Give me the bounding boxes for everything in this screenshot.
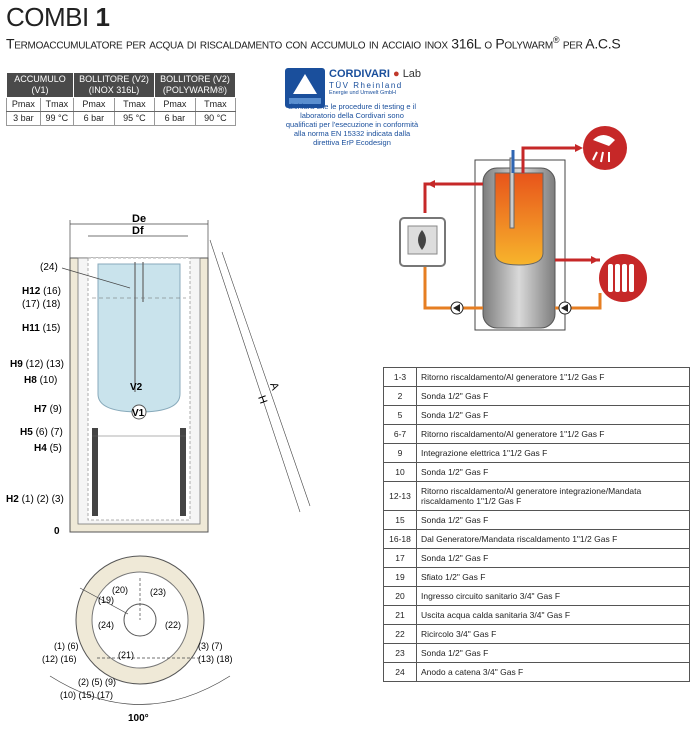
height-h2: H2 (1) (2) (3) (6, 494, 64, 505)
tv-19: (19) (98, 595, 115, 605)
table-row: 22 Ricircolo 3/4" Gas F (384, 625, 690, 644)
height-h5: H5 (6) (7) (20, 427, 63, 438)
table-row: 16-18 Dal Generatore/Mandata riscaldamento 1"1/2 Gas F (384, 530, 690, 549)
spec-group-inox: BOLLITORE (V2) (INOX 316L) (74, 73, 155, 98)
tv-21: (21) (118, 650, 135, 660)
spec-group-polywarm: BOLLITORE (V2) (POLYWARM®) (155, 73, 236, 98)
spec-col-pmax: Pmax (7, 98, 41, 112)
table-row: 10 Sonda 1/2" Gas F (384, 463, 690, 482)
tv-bottom-1: (2) (5) (9) (78, 677, 116, 687)
v2-label: V2 (130, 382, 143, 393)
table-row: 5 Sonda 1/2" Gas F (384, 406, 690, 425)
table-row: 12-13 Ritorno riscaldamento/Al generatore integrazione/Mandata riscaldamento 1"1/2 Gas F (384, 482, 690, 511)
spec-value: 6 bar (155, 112, 196, 126)
table-row: 21 Uscita acqua calda sanitaria 3/4" Gas F (384, 606, 690, 625)
height-h12: H12 (16) (22, 286, 61, 297)
table-row: 1-3 Ritorno riscaldamento/Al generatore 1"1/2 Gas F (384, 368, 690, 387)
height-h9: H9 (12) (13) (10, 359, 64, 370)
tv-22: (22) (165, 620, 182, 630)
tv-right-2: (13) (18) (198, 654, 233, 664)
table-row: 19 Sfiato 1/2" Gas F (384, 568, 690, 587)
cert-tuv: TÜV Rheinland Energie und Umwelt GmbH (329, 81, 403, 96)
page-subtitle: Termoaccumulatore per acqua di riscaldamento con accumulo in acciaio inox 316L o Polywarm® per A.C.S (6, 35, 621, 52)
dim-de: De (132, 213, 147, 225)
spec-col-tmax: Tmax (114, 98, 154, 112)
table-row: 17 Sonda 1/2" Gas F (384, 549, 690, 568)
top-view-drawing (40, 548, 290, 728)
connections-table (383, 367, 690, 682)
table-row: 15 Sonda 1/2" Gas F (384, 511, 690, 530)
cert-brand: CORDIVARI ● Lab (329, 68, 422, 80)
table-row: 9 Integrazione elettrica 1"1/2 Gas F (384, 444, 690, 463)
tv-bottom-2: (10) (15) (17) (60, 690, 114, 700)
dim-a: A (267, 380, 281, 392)
tv-24: (24) (98, 620, 115, 630)
spec-group-accumulo: ACCUMULO (V1) (7, 73, 74, 98)
v1-label: V1 (132, 408, 145, 419)
spec-value: 6 bar (74, 112, 115, 126)
tv-23: (23) (150, 587, 167, 597)
side-view-drawing (0, 212, 320, 542)
cert-text: dichiara che le procedure di testing e il laboratorio della Cordivari sono qualificati per l'esecuzione in conformità alla norma EN 15332 indicata dalla direttiva ErP Ecodesign (285, 102, 419, 147)
page-title: COMBI 1 (6, 2, 110, 32)
height-zero: 0 (54, 526, 60, 537)
table-row: 6-7 Ritorno riscaldamento/Al generatore 1"1/2 Gas F (384, 425, 690, 444)
spec-col-tmax: Tmax (40, 98, 73, 112)
dim-df: Df (132, 225, 144, 237)
spec-col-tmax: Tmax (195, 98, 235, 112)
table-row: 24 Anodo a catena 3/4" Gas F (384, 663, 690, 682)
table-row: 20 Ingresso circuito sanitario 3/4" Gas F (384, 587, 690, 606)
tv-angle: 100° (128, 713, 149, 724)
height-17-18: (17) (18) (22, 299, 61, 310)
spec-value: 95 °C (114, 112, 154, 126)
tv-left-2: (12) (16) (42, 654, 77, 664)
spec-col-pmax: Pmax (74, 98, 115, 112)
spec-value: 99 °C (40, 112, 73, 126)
spec-value: 3 bar (7, 112, 41, 126)
inner-tank (495, 173, 543, 265)
tv-left-1: (1) (6) (54, 641, 79, 651)
spec-col-pmax: Pmax (155, 98, 196, 112)
height-h11: H11 (15) (22, 323, 61, 334)
height-h7: H7 (9) (34, 404, 62, 415)
spec-table (6, 72, 236, 126)
tv-20: (20) (112, 585, 129, 595)
height-h4: H4 (5) (34, 443, 62, 454)
height-h8: H8 (10) (24, 375, 58, 386)
table-row: 2 Sonda 1/2" Gas F (384, 387, 690, 406)
dim-h: H (255, 393, 270, 406)
spec-value: 90 °C (195, 112, 235, 126)
shower-icon (583, 126, 627, 170)
table-row: 23 Sonda 1/2" Gas F (384, 644, 690, 663)
hydraulic-schematic (395, 118, 695, 343)
label-24: (24) (40, 262, 58, 273)
tv-right-1: (3) (7) (198, 641, 223, 651)
